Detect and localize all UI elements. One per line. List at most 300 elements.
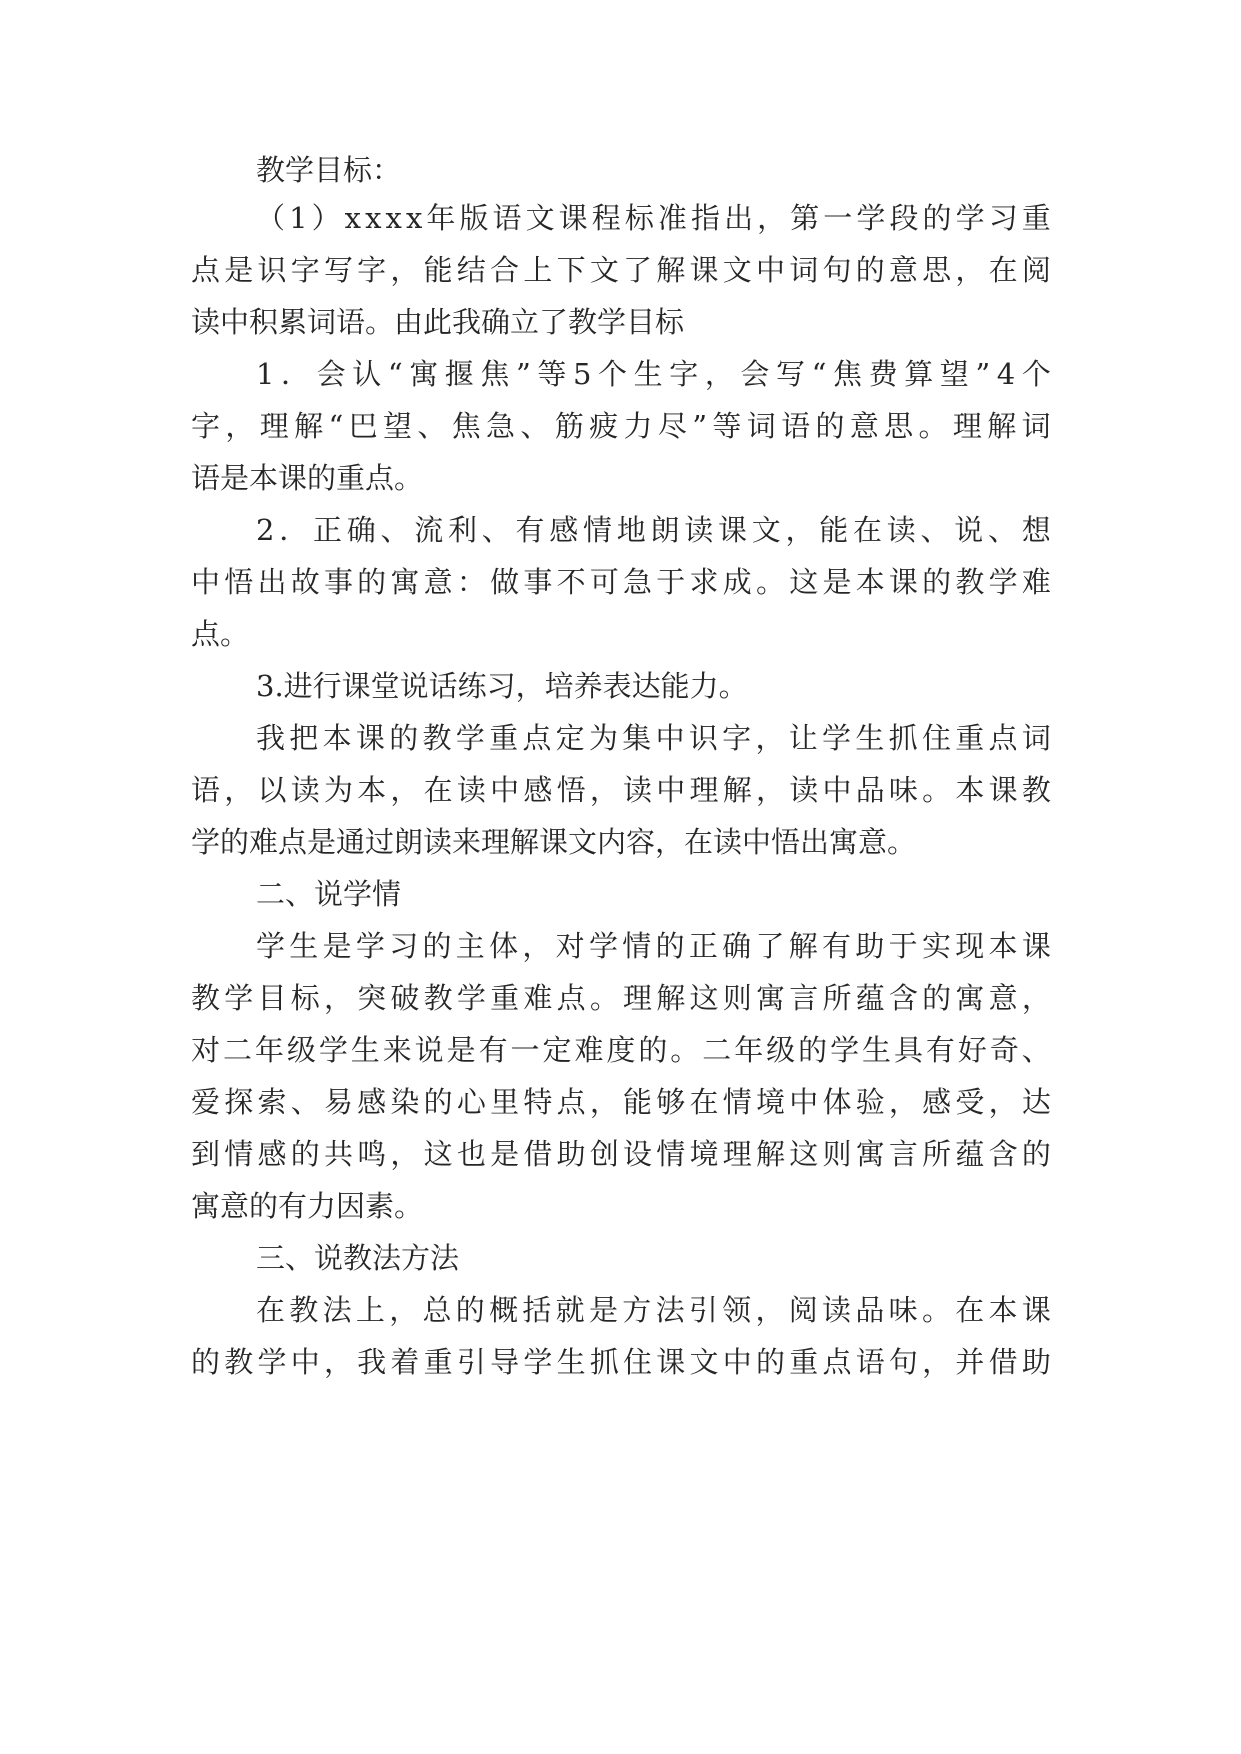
line-char: 句: [888, 1345, 918, 1379]
line-char: 教: [289, 1293, 319, 1327]
line-char: 习: [988, 201, 1018, 235]
line-char: 品: [855, 1293, 885, 1327]
line-char: 蕴: [855, 981, 885, 1015]
line-char: 含: [988, 1137, 1018, 1171]
line-char: 的: [423, 1085, 453, 1119]
line-char: 费: [868, 357, 898, 391]
line-char: 的: [1021, 1137, 1051, 1171]
line-char: 课: [1021, 1293, 1051, 1327]
line-char: 所: [822, 981, 852, 1015]
line-char: 巴: [348, 409, 378, 443]
line-char: 尽: [657, 409, 687, 443]
line-char: 中: [290, 1345, 320, 1379]
line-char: 字: [357, 253, 387, 287]
line-char: 集: [622, 721, 652, 755]
line-char: 利: [447, 513, 477, 547]
line-char: 望: [382, 409, 412, 443]
line-char: 生: [289, 929, 319, 963]
line-char: 情: [224, 1137, 254, 1171]
line-char: 等: [712, 409, 742, 443]
line-char: 是: [822, 565, 852, 599]
line-char: 味: [888, 1293, 918, 1327]
line-char: 词: [746, 409, 776, 443]
line-char: 在: [852, 513, 882, 547]
line-char: 。: [922, 773, 952, 807]
line-char: 字: [669, 357, 699, 391]
line-char: 受: [955, 1085, 985, 1119]
line-char: 中: [656, 773, 686, 807]
line-char: 课: [888, 565, 918, 599]
line-char: 版: [459, 201, 489, 235]
line-char: 到: [191, 1137, 221, 1171]
line-char: 于: [656, 565, 686, 599]
line-char: 鸣: [357, 1137, 387, 1171]
line-char: 学: [455, 721, 485, 755]
line-char: 解: [656, 981, 686, 1015]
line-char: 特: [523, 1085, 553, 1119]
line-char: 点: [191, 253, 221, 287]
line-char: 寓: [409, 357, 439, 391]
line-char: ”: [692, 409, 708, 443]
line-char: 解: [788, 929, 818, 963]
line-char: 地: [616, 513, 646, 547]
line-char: 有: [822, 929, 852, 963]
paragraph-line: [191, 240, 1051, 300]
line-char: 言: [888, 1137, 918, 1171]
line-char: 在: [689, 1085, 719, 1119]
line-char: 课: [558, 201, 588, 235]
line-char: 让: [788, 721, 818, 755]
line-char: 课: [988, 773, 1018, 807]
line-char: 感: [523, 773, 553, 807]
line-char: 了: [755, 929, 785, 963]
line-char: 学: [523, 1345, 553, 1379]
line-char: 5: [573, 357, 592, 391]
line-char: 品: [855, 773, 885, 807]
line-char: 悟: [224, 565, 254, 599]
line-char: 本: [988, 1293, 1018, 1327]
line-char: 导: [490, 1345, 520, 1379]
line-char: 奇: [989, 1033, 1019, 1067]
line-char: 难: [523, 981, 553, 1015]
line-char: 意: [988, 981, 1018, 1015]
line-char: ，: [755, 1293, 785, 1327]
line-char: 学: [355, 929, 385, 963]
paragraph-line: [256, 916, 1051, 976]
line-char: 感: [922, 1085, 952, 1119]
line-char: 里: [490, 1085, 520, 1119]
line-char: 我: [357, 1345, 387, 1379]
line-char: 是: [588, 1293, 618, 1327]
line-char: 字: [290, 253, 320, 287]
line-char: 我: [256, 721, 286, 755]
line-char: 引: [456, 1345, 486, 1379]
line-char: 事: [323, 565, 353, 599]
line-char: 个: [598, 357, 628, 391]
line-char: 设: [623, 1137, 653, 1171]
line-char: 点: [556, 981, 586, 1015]
line-char: 中: [755, 253, 785, 287]
line-char: 好: [957, 1033, 987, 1067]
line-char: 词: [1021, 721, 1051, 755]
line-char: ）: [311, 201, 341, 235]
line-char: 、: [1021, 1033, 1051, 1067]
line-char: ，: [755, 721, 785, 755]
line-char: ，: [522, 929, 552, 963]
line-char: 语: [855, 1345, 885, 1379]
line-char: 的: [922, 201, 952, 235]
line-char: 难: [574, 1033, 604, 1067]
line-char: 不: [556, 565, 586, 599]
line-char: 阅: [1021, 253, 1051, 287]
line-char: 着: [390, 1345, 420, 1379]
line-char: 这: [789, 565, 819, 599]
line-char: 1: [289, 201, 308, 235]
line-char: 重: [489, 721, 519, 755]
line-char: 悟: [556, 773, 586, 807]
line-char: 本: [855, 565, 885, 599]
line-char: 下: [556, 253, 586, 287]
line-char: 的: [638, 1033, 668, 1067]
line-char: 文: [689, 1345, 719, 1379]
line-char: 验: [855, 1085, 885, 1119]
line-char: 理: [689, 773, 719, 807]
line-char: 本: [988, 929, 1018, 963]
line-char: 学: [588, 929, 618, 963]
line-char: 教: [224, 1345, 254, 1379]
line-char: 级: [766, 1033, 796, 1067]
line-char: 突: [357, 981, 387, 1015]
objectives-heading: 教学目标：: [256, 153, 402, 187]
line-char: 课: [689, 253, 719, 287]
line-char: 、: [380, 513, 410, 547]
line-char: 为: [588, 721, 618, 755]
line-char: 第: [790, 201, 820, 235]
line-char: 体: [822, 1085, 852, 1119]
line-char: 中: [490, 773, 520, 807]
line-char: 把: [289, 721, 319, 755]
line-char: 法: [322, 1293, 352, 1327]
line-char: 学: [988, 565, 1018, 599]
line-char: 定: [542, 1033, 572, 1067]
line-char: 学: [955, 201, 985, 235]
line-char: 的: [922, 981, 952, 1015]
line-char: 事: [523, 565, 553, 599]
line-char: 了: [623, 253, 653, 287]
line-char: 的: [655, 929, 685, 963]
line-char: ，: [389, 1293, 419, 1327]
line-char: 中: [822, 773, 852, 807]
line-char: 故: [290, 565, 320, 599]
line-char: 课: [1021, 929, 1051, 963]
line-char: 1: [256, 357, 275, 391]
line-char: 创: [589, 1137, 619, 1171]
paragraph-line: [191, 1072, 1051, 1132]
line-char: 成: [722, 565, 752, 599]
line-char: 的: [455, 1293, 485, 1327]
line-char: 寓: [755, 981, 785, 1015]
line-char: 朗: [650, 513, 680, 547]
line-char: 难: [1021, 565, 1051, 599]
line-char: 出: [724, 201, 754, 235]
line-char: 则: [822, 1137, 852, 1171]
line-char: 以: [257, 773, 287, 807]
line-char: 是: [446, 1033, 476, 1067]
line-char: （: [256, 201, 286, 235]
line-char: 领: [722, 1293, 752, 1327]
line-char: 点: [556, 1085, 586, 1119]
line-char: 个: [1021, 357, 1051, 391]
line-char: 力: [623, 409, 653, 443]
line-char: 是: [490, 1137, 520, 1171]
line-char: 字: [722, 721, 752, 755]
paragraph-line: 3.进行课堂说话练习，培养表达能力。: [256, 669, 748, 703]
line-char: ，: [1021, 981, 1051, 1015]
line-char: 说: [414, 1033, 444, 1067]
line-char: 急: [486, 409, 516, 443]
paragraph-line: [191, 1020, 1051, 1080]
line-char: 有: [478, 1033, 508, 1067]
line-char: 4: [996, 357, 1016, 391]
line-char: 实: [921, 929, 951, 963]
paragraph-line: [256, 344, 1051, 404]
line-char: 来: [382, 1033, 412, 1067]
paragraph-line: [191, 552, 1051, 612]
line-char: 的: [357, 565, 387, 599]
line-char: 就: [555, 1293, 585, 1327]
line-char: 点: [522, 721, 552, 755]
line-char: 正: [312, 513, 342, 547]
line-char: 为: [323, 773, 353, 807]
line-char: 重: [423, 1345, 453, 1379]
line-char: 本: [322, 721, 352, 755]
line-char: “: [811, 357, 827, 391]
line-char: 探: [224, 1085, 254, 1119]
line-char: ，: [988, 1085, 1018, 1119]
line-char: 结: [456, 253, 486, 287]
line-char: 概: [489, 1293, 519, 1327]
line-char: 心: [456, 1085, 486, 1119]
line-char: 引: [688, 1293, 718, 1327]
paragraph-line: [256, 188, 1051, 248]
line-char: 言: [789, 981, 819, 1015]
line-char: 确: [346, 513, 376, 547]
line-char: 的: [815, 409, 845, 443]
line-char: 流: [414, 513, 444, 547]
line-char: 算: [904, 357, 934, 391]
line-char: 读: [822, 1293, 852, 1327]
line-char: 学: [856, 201, 886, 235]
line-char: 、: [520, 409, 550, 443]
line-char: 识: [257, 253, 287, 287]
line-char: 文: [751, 513, 781, 547]
line-char: 生: [556, 1345, 586, 1379]
line-char: ，: [589, 773, 619, 807]
line-char: 重: [789, 1345, 819, 1379]
line-char: x: [405, 201, 423, 235]
line-char: 学: [456, 981, 486, 1015]
line-char: 。: [755, 565, 785, 599]
line-char: 望: [939, 357, 969, 391]
line-char: 则: [722, 981, 752, 1015]
line-char: 所: [922, 1137, 952, 1171]
line-char: 段: [889, 201, 919, 235]
line-char: 蕴: [955, 1137, 985, 1171]
line-char: 的: [191, 1345, 221, 1379]
line-char: 情: [622, 929, 652, 963]
line-char: 具: [893, 1033, 923, 1067]
line-char: 阅: [788, 1293, 818, 1327]
line-char: 情: [722, 1085, 752, 1119]
line-char: 出: [257, 565, 287, 599]
line-char: 有: [515, 513, 545, 547]
line-char: 对: [555, 929, 585, 963]
line-char: 生: [855, 721, 885, 755]
line-char: 助: [1021, 1345, 1051, 1379]
line-char: 解: [294, 409, 324, 443]
line-char: 。: [921, 1293, 951, 1327]
line-char: 、: [417, 409, 447, 443]
line-char: 点: [988, 721, 1018, 755]
line-char: 二: [222, 1033, 252, 1067]
line-char: 于: [888, 929, 918, 963]
line-char: ，: [390, 253, 420, 287]
line-char: 读: [456, 773, 486, 807]
line-char: 也: [456, 1137, 486, 1171]
line-char: 筋: [554, 409, 584, 443]
paragraph-line: [191, 396, 1051, 456]
line-char: 年: [426, 201, 456, 235]
line-char: 的: [755, 1345, 785, 1379]
line-char: 重: [490, 981, 520, 1015]
line-char: 、: [481, 513, 511, 547]
line-char: 读: [290, 773, 320, 807]
line-char: 本: [955, 773, 985, 807]
line-char: 2: [256, 513, 275, 547]
line-char: 解: [656, 253, 686, 287]
line-char: 共: [323, 1137, 353, 1171]
line-char: 意: [849, 409, 879, 443]
line-char: 确: [722, 929, 752, 963]
line-char: 的: [922, 565, 952, 599]
paragraph-line: [256, 708, 1051, 768]
line-char: ，: [955, 253, 985, 287]
paragraph-line: 点。: [191, 617, 250, 651]
line-char: 生: [633, 357, 663, 391]
line-char: 意: [423, 565, 453, 599]
line-char: 读: [886, 513, 916, 547]
line-char: 定: [555, 721, 585, 755]
line-char: 寓: [855, 1137, 885, 1171]
line-char: 写: [776, 357, 806, 391]
line-char: 正: [688, 929, 718, 963]
line-char: 索: [257, 1085, 287, 1119]
line-char: 理: [259, 409, 289, 443]
line-char: ．: [281, 357, 311, 391]
line-char: 标: [290, 981, 320, 1015]
paragraph-line: 学的难点是通过朗读来理解课文内容，在读中悟出寓意。: [191, 825, 917, 859]
line-char: 的: [855, 253, 885, 287]
line-char: 读: [623, 773, 653, 807]
line-char: 理: [623, 981, 653, 1015]
line-char: 读: [684, 513, 714, 547]
line-char: 解: [755, 1137, 785, 1171]
line-char: 方: [622, 1293, 652, 1327]
line-char: 课: [355, 721, 385, 755]
paragraph-line: [191, 1332, 1051, 1392]
line-char: ”: [975, 357, 991, 391]
line-char: 一: [510, 1033, 540, 1067]
line-char: 、: [920, 513, 950, 547]
paragraph-line: [191, 760, 1051, 820]
line-char: 在: [256, 1293, 286, 1327]
line-char: 是: [224, 253, 254, 287]
line-char: 上: [355, 1293, 385, 1327]
line-char: 这: [689, 981, 719, 1015]
line-char: 教: [191, 981, 221, 1015]
section-heading: 三、说教法方法: [256, 1241, 460, 1275]
line-char: 点: [822, 1345, 852, 1379]
paragraph-line: 读中积累词语。由此我确立了教学目标: [191, 305, 685, 339]
line-char: 中: [191, 565, 221, 599]
line-char: 能: [819, 513, 849, 547]
section-heading: 二、说学情: [256, 877, 402, 911]
line-char: 能: [623, 1085, 653, 1119]
line-char: 中: [655, 721, 685, 755]
line-char: 目: [257, 981, 287, 1015]
line-char: 急: [623, 565, 653, 599]
line-char: 住: [623, 1345, 653, 1379]
line-char: 境: [689, 1137, 719, 1171]
line-char: ，: [704, 357, 734, 391]
line-char: 助: [556, 1137, 586, 1171]
line-char: x: [344, 201, 362, 235]
line-char: 理: [722, 1137, 752, 1171]
line-char: 情: [656, 1137, 686, 1171]
line-char: 句: [822, 253, 852, 287]
line-char: 这: [789, 1137, 819, 1171]
line-char: ，: [390, 773, 420, 807]
line-char: 助: [855, 929, 885, 963]
line-char: 的: [422, 929, 452, 963]
line-char: ，: [888, 1085, 918, 1119]
line-char: 一: [823, 201, 853, 235]
line-char: 识: [688, 721, 718, 755]
line-char: 在: [955, 1293, 985, 1327]
line-char: 寓: [390, 565, 420, 599]
line-char: 感: [257, 1137, 287, 1171]
line-char: 上: [523, 253, 553, 287]
line-char: 。: [918, 409, 948, 443]
line-char: 文: [525, 201, 555, 235]
line-char: 味: [888, 773, 918, 807]
line-char: 破: [390, 981, 420, 1015]
line-char: 疲: [589, 409, 619, 443]
line-char: 解: [722, 773, 752, 807]
line-char: 住: [921, 721, 951, 755]
line-char: 、: [290, 1085, 320, 1119]
line-char: 抓: [589, 1345, 619, 1379]
line-char: 想: [1021, 513, 1051, 547]
line-char: ，: [323, 981, 353, 1015]
line-char: ，: [323, 1345, 353, 1379]
line-char: 、: [987, 513, 1017, 547]
line-char: 二: [702, 1033, 732, 1067]
line-char: 学: [822, 721, 852, 755]
line-char: 主: [455, 929, 485, 963]
line-char: 抓: [888, 721, 918, 755]
line-char: 文: [722, 253, 752, 287]
